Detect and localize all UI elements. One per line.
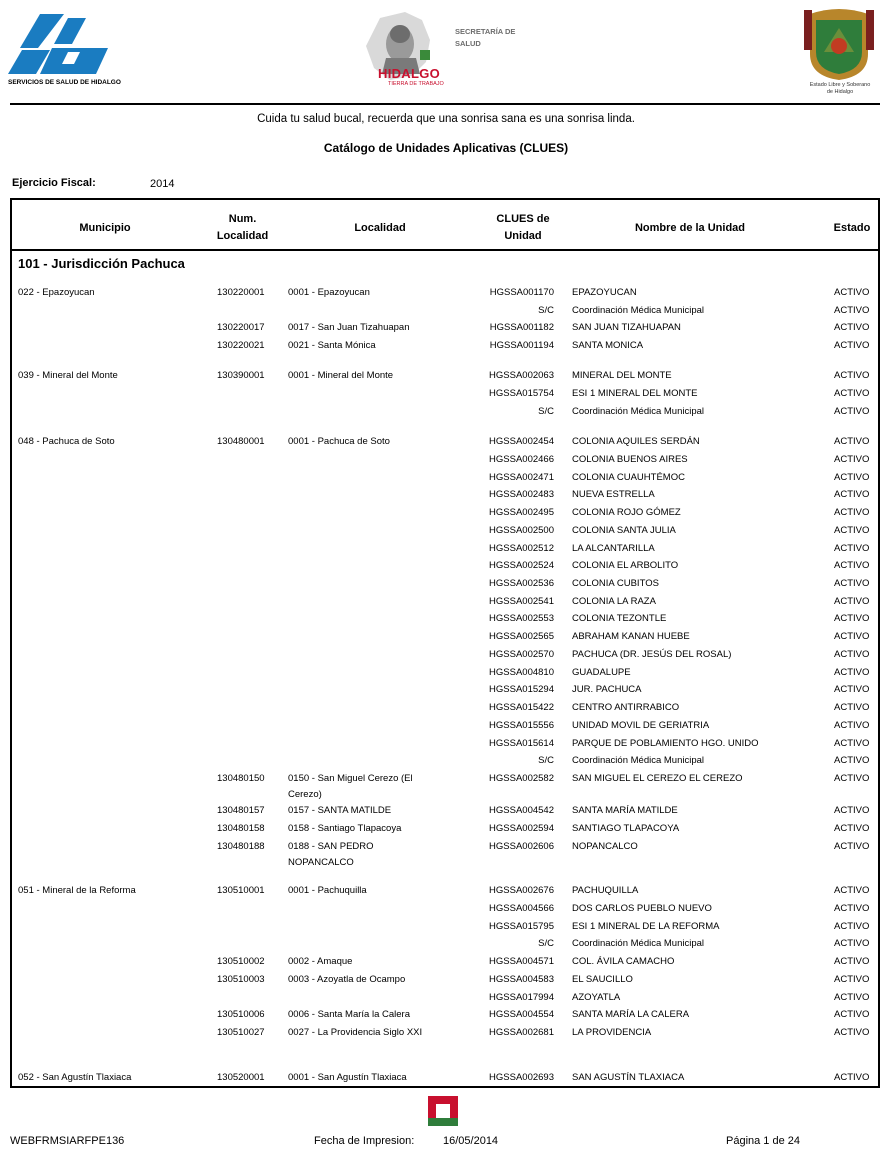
col-header-nombre: Nombre de la Unidad bbox=[634, 222, 746, 234]
cell-localidad: 0001 - Epazoyucan bbox=[288, 287, 370, 298]
ssh-logo-caption: SERVICIOS DE SALUD DE HIDALGO bbox=[8, 79, 121, 86]
cell-estado: ACTIVO bbox=[834, 885, 870, 896]
jurisdiccion-heading: 101 - Jurisdicción Pachuca bbox=[18, 256, 185, 271]
slogan: Cuida tu salud bucal, recuerda que una sonrisa sana es una sonrisa linda. bbox=[257, 113, 635, 125]
cell-clues: HGSSA002466 bbox=[489, 454, 554, 465]
cell-municipio: 052 - San Agustín Tlaxiaca bbox=[18, 1072, 132, 1083]
cell-localidad: 0150 - San Miguel Cerezo (El Cerezo) bbox=[288, 773, 413, 800]
cell-estado: ACTIVO bbox=[834, 406, 870, 417]
col-header-num-localidad-2: Localidad bbox=[216, 230, 269, 242]
cell-clues: HGSSA004571 bbox=[489, 956, 554, 967]
cell-num-localidad: 130220001 bbox=[217, 287, 265, 298]
cell-localidad: 0003 - Azoyatla de Ocampo bbox=[288, 974, 406, 985]
cell-nombre-unidad: ESI 1 MINERAL DEL MONTE bbox=[572, 388, 698, 399]
cell-estado: ACTIVO bbox=[834, 631, 870, 642]
cell-estado: ACTIVO bbox=[834, 938, 870, 949]
cell-num-localidad: 130390001 bbox=[217, 370, 265, 381]
cell-nombre-unidad: MINERAL DEL MONTE bbox=[572, 370, 672, 381]
col-header-clues bbox=[478, 211, 568, 245]
secretaria-line2: SALUD bbox=[455, 39, 481, 48]
cell-estado: ACTIVO bbox=[834, 525, 870, 536]
cell-clues: HGSSA002681 bbox=[489, 1027, 554, 1038]
cell-estado: ACTIVO bbox=[834, 507, 870, 518]
cell-clues: HGSSA015795 bbox=[489, 921, 554, 932]
cell-nombre-unidad: Coordinación Médica Municipal bbox=[572, 938, 705, 949]
col-header-num-localidad bbox=[200, 211, 285, 245]
cell-num-localidad: 130480150 bbox=[217, 773, 265, 784]
cell-nombre-unidad: UNIDAD MOVIL DE GERIATRIA bbox=[572, 720, 710, 731]
page-title: Catálogo de Unidades Aplicativas (CLUES) bbox=[323, 141, 569, 155]
table-header-divider bbox=[10, 249, 880, 251]
cell-localidad: 0002 - Amaque bbox=[288, 956, 353, 967]
cell-nombre-unidad: COL. ÁVILA CAMACHO bbox=[572, 956, 675, 967]
cell-num-localidad: 130480157 bbox=[217, 805, 265, 816]
cell-nombre-unidad: NUEVA ESTRELLA bbox=[572, 489, 655, 500]
clues-table bbox=[10, 198, 880, 1088]
secretaria-salud-logo bbox=[360, 10, 530, 100]
cell-clues: S/C bbox=[538, 755, 554, 766]
cell-estado: ACTIVO bbox=[834, 560, 870, 571]
cell-nombre-unidad: ESI 1 MINERAL DE LA REFORMA bbox=[572, 921, 720, 932]
cell-clues: HGSSA004542 bbox=[489, 805, 554, 816]
cell-nombre-unidad: SAN JUAN TIZAHUAPAN bbox=[572, 322, 681, 333]
cell-clues: HGSSA002524 bbox=[489, 560, 554, 571]
cell-estado: ACTIVO bbox=[834, 489, 870, 500]
cell-clues: HGSSA015422 bbox=[489, 702, 554, 713]
cell-localidad: 0001 - Pachuquilla bbox=[288, 885, 367, 896]
cell-nombre-unidad: COLONIA CUAUHTÉMOC bbox=[572, 472, 685, 483]
cell-municipio: 048 - Pachuca de Soto bbox=[18, 436, 115, 447]
cell-estado: ACTIVO bbox=[834, 340, 870, 351]
cell-num-localidad: 130510003 bbox=[217, 974, 265, 985]
cell-clues: HGSSA001194 bbox=[489, 340, 554, 351]
cell-clues: HGSSA004810 bbox=[489, 667, 554, 678]
cell-clues: HGSSA017994 bbox=[489, 992, 554, 1003]
cell-nombre-unidad: SANTIAGO TLAPACOYA bbox=[572, 823, 680, 834]
cell-estado: ACTIVO bbox=[834, 613, 870, 624]
cell-clues: HGSSA002063 bbox=[489, 370, 554, 381]
cell-nombre-unidad: ABRAHAM KANAN HUEBE bbox=[572, 631, 690, 642]
cell-nombre-unidad: COLONIA EL ARBOLITO bbox=[572, 560, 679, 571]
cell-estado: ACTIVO bbox=[834, 956, 870, 967]
cell-localidad: 0021 - Santa Mónica bbox=[288, 340, 376, 351]
cell-localidad: 0006 - Santa María la Calera bbox=[288, 1009, 410, 1020]
ejercicio-fiscal-label: Ejercicio Fiscal: bbox=[12, 177, 96, 189]
cell-clues: HGSSA004554 bbox=[489, 1009, 554, 1020]
cell-estado: ACTIVO bbox=[834, 1027, 870, 1038]
cell-clues: HGSSA002536 bbox=[489, 578, 554, 589]
cell-estado: ACTIVO bbox=[834, 454, 870, 465]
cell-clues: HGSSA004566 bbox=[489, 903, 554, 914]
cell-num-localidad: 130510001 bbox=[217, 885, 265, 896]
report-id: WEBFRMSIARFPE136 bbox=[10, 1135, 125, 1147]
cell-nombre-unidad: COLONIA CUBITOS bbox=[572, 578, 659, 589]
cell-localidad: 0001 - Mineral del Monte bbox=[288, 370, 394, 381]
cell-num-localidad: 130520001 bbox=[217, 1072, 265, 1083]
cell-num-localidad: 130480001 bbox=[217, 436, 265, 447]
cell-localidad: 0001 - Pachuca de Soto bbox=[288, 436, 390, 447]
cell-nombre-unidad: SANTA MARÍA LA CALERA bbox=[572, 1009, 690, 1020]
secretaria-line1: SECRETARÍA DE bbox=[455, 27, 516, 36]
cell-estado: ACTIVO bbox=[834, 287, 870, 298]
cell-nombre-unidad: Coordinación Médica Municipal bbox=[572, 305, 705, 316]
coat-of-arms-icon bbox=[800, 6, 878, 82]
cell-estado: ACTIVO bbox=[834, 305, 870, 316]
cell-clues: HGSSA002676 bbox=[489, 885, 554, 896]
cell-estado: ACTIVO bbox=[834, 388, 870, 399]
cell-clues: HGSSA002512 bbox=[489, 543, 554, 554]
cell-clues: HGSSA002570 bbox=[489, 649, 554, 660]
cell-clues: HGSSA002565 bbox=[489, 631, 554, 642]
cell-clues: HGSSA015556 bbox=[489, 720, 554, 731]
cell-clues: HGSSA001182 bbox=[489, 322, 554, 333]
cell-clues: HGSSA015754 bbox=[489, 388, 554, 399]
cell-estado: ACTIVO bbox=[834, 738, 870, 749]
cell-nombre-unidad: GUADALUPE bbox=[572, 667, 631, 678]
fecha-impresion-label: Fecha de Impresion: bbox=[314, 1135, 415, 1147]
estado-line1: Estado Libre y Soberano bbox=[809, 82, 871, 88]
cell-estado: ACTIVO bbox=[834, 921, 870, 932]
cell-clues: HGSSA002553 bbox=[489, 613, 554, 624]
cell-estado: ACTIVO bbox=[834, 823, 870, 834]
cell-municipio: 039 - Mineral del Monte bbox=[18, 370, 118, 381]
col-header-clues-2: Unidad bbox=[504, 230, 542, 242]
col-header-municipio: Municipio bbox=[79, 222, 131, 234]
col-header-num-localidad-1: Num. bbox=[228, 213, 257, 225]
cell-nombre-unidad: COLONIA SANTA JULIA bbox=[572, 525, 676, 536]
cell-estado: ACTIVO bbox=[834, 1009, 870, 1020]
col-header-localidad: Localidad bbox=[354, 222, 406, 234]
cell-estado: ACTIVO bbox=[834, 578, 870, 589]
cell-nombre-unidad: SAN AGUSTÍN TLAXIACA bbox=[572, 1072, 685, 1083]
cell-nombre-unidad: DOS CARLOS PUEBLO NUEVO bbox=[572, 903, 712, 914]
cell-clues: HGSSA002606 bbox=[489, 841, 554, 852]
cell-estado: ACTIVO bbox=[834, 841, 870, 852]
cell-localidad: 0157 - SANTA MATILDE bbox=[288, 805, 392, 816]
cell-localidad: 0027 - La Providencia Siglo XXI bbox=[288, 1027, 423, 1038]
cell-estado: ACTIVO bbox=[834, 322, 870, 333]
cell-municipio: 051 - Mineral de la Reforma bbox=[18, 885, 136, 896]
cell-localidad: 0001 - San Agustín Tlaxiaca bbox=[288, 1072, 407, 1083]
cell-estado: ACTIVO bbox=[834, 992, 870, 1003]
col-header-estado: Estado bbox=[833, 222, 871, 234]
cell-localidad: 0017 - San Juan Tizahuapan bbox=[288, 322, 410, 333]
cell-num-localidad: 130220017 bbox=[217, 322, 265, 333]
cell-num-localidad: 130510006 bbox=[217, 1009, 265, 1020]
estado-hidalgo-shield bbox=[800, 6, 878, 118]
cell-estado: ACTIVO bbox=[834, 667, 870, 678]
cell-estado: ACTIVO bbox=[834, 720, 870, 731]
cell-nombre-unidad: Coordinación Médica Municipal bbox=[572, 406, 705, 417]
cell-clues: HGSSA002495 bbox=[489, 507, 554, 518]
cell-nombre-unidad: CENTRO ANTIRRABICO bbox=[572, 702, 680, 713]
cell-clues: HGSSA002500 bbox=[489, 525, 554, 536]
cell-estado: ACTIVO bbox=[834, 649, 870, 660]
cell-clues: HGSSA001170 bbox=[489, 287, 554, 298]
cell-estado: ACTIVO bbox=[834, 974, 870, 985]
cell-clues: S/C bbox=[538, 938, 554, 949]
cell-nombre-unidad: NOPANCALCO bbox=[572, 841, 638, 852]
cell-clues: HGSSA002582 bbox=[489, 773, 554, 784]
cell-clues: HGSSA015614 bbox=[489, 738, 554, 749]
cell-num-localidad: 130480158 bbox=[217, 823, 265, 834]
cell-estado: ACTIVO bbox=[834, 903, 870, 914]
cell-nombre-unidad: COLONIA ROJO GÓMEZ bbox=[572, 507, 681, 518]
cell-estado: ACTIVO bbox=[834, 472, 870, 483]
cell-estado: ACTIVO bbox=[834, 596, 870, 607]
cell-clues: HGSSA002594 bbox=[489, 823, 554, 834]
cell-nombre-unidad: EL SAUCILLO bbox=[572, 974, 633, 985]
cell-num-localidad: 130510027 bbox=[217, 1027, 265, 1038]
cell-nombre-unidad: COLONIA TEZONTLE bbox=[572, 613, 667, 624]
cell-estado: ACTIVO bbox=[834, 684, 870, 695]
cell-estado: ACTIVO bbox=[834, 805, 870, 816]
cell-nombre-unidad: SANTA MARÍA MATILDE bbox=[572, 805, 678, 816]
fecha-impresion-value: 16/05/2014 bbox=[443, 1135, 499, 1147]
cell-nombre-unidad: LA PROVIDENCIA bbox=[572, 1027, 652, 1038]
cell-num-localidad: 130220021 bbox=[217, 340, 265, 351]
page-number: Página 1 de 24 bbox=[726, 1135, 801, 1147]
cell-nombre-unidad: COLONIA BUENOS AIRES bbox=[572, 454, 688, 465]
footer-emblem-icon bbox=[428, 1096, 458, 1126]
cell-clues: HGSSA002541 bbox=[489, 596, 554, 607]
cell-nombre-unidad: COLONIA LA RAZA bbox=[572, 596, 656, 607]
hidalgo-motto: TIERRA DE TRABAJO bbox=[388, 81, 444, 87]
hidalgo-brand: HIDALGO bbox=[378, 66, 441, 81]
cell-nombre-unidad: EPAZOYUCAN bbox=[572, 287, 637, 298]
cell-nombre-unidad: COLONIA AQUILES SERDÁN bbox=[572, 436, 700, 447]
cell-clues: HGSSA015294 bbox=[489, 684, 554, 695]
ejercicio-fiscal-value: 2014 bbox=[150, 178, 175, 190]
ssh-logo bbox=[8, 14, 126, 94]
cell-clues: HGSSA002693 bbox=[489, 1072, 554, 1083]
cell-localidad: 0158 - Santiago Tlapacoya bbox=[288, 823, 402, 834]
cell-nombre-unidad: SANTA MONICA bbox=[572, 340, 644, 351]
cell-nombre-unidad: LA ALCANTARILLA bbox=[572, 543, 655, 554]
cell-clues: HGSSA004583 bbox=[489, 974, 554, 985]
cell-nombre-unidad: AZOYATLA bbox=[572, 992, 621, 1003]
cell-localidad: 0188 - SAN PEDRO NOPANCALCO bbox=[288, 841, 374, 868]
cell-estado: ACTIVO bbox=[834, 773, 870, 784]
cell-estado: ACTIVO bbox=[834, 436, 870, 447]
estado-line2: de Hidalgo bbox=[826, 89, 854, 95]
cell-clues: S/C bbox=[538, 406, 554, 417]
cell-estado: ACTIVO bbox=[834, 543, 870, 554]
cell-nombre-unidad: Coordinación Médica Municipal bbox=[572, 755, 705, 766]
cell-num-localidad: 130480188 bbox=[217, 841, 265, 852]
ssh-logo-mark bbox=[8, 14, 108, 78]
cell-clues: HGSSA002483 bbox=[489, 489, 554, 500]
cell-clues: HGSSA002454 bbox=[489, 436, 554, 447]
col-header-clues-1: CLUES de bbox=[496, 213, 550, 225]
header-divider bbox=[10, 103, 880, 105]
cell-num-localidad: 130510002 bbox=[217, 956, 265, 967]
cell-estado: ACTIVO bbox=[834, 370, 870, 381]
cell-clues: HGSSA002471 bbox=[489, 472, 554, 483]
cell-estado: ACTIVO bbox=[834, 755, 870, 766]
cell-nombre-unidad: PARQUE DE POBLAMIENTO HGO. UNIDO bbox=[572, 738, 759, 749]
cell-nombre-unidad: PACHUCA (DR. JESÚS DEL ROSAL) bbox=[572, 649, 732, 660]
cell-estado: ACTIVO bbox=[834, 1072, 870, 1083]
cell-clues: S/C bbox=[538, 305, 554, 316]
cell-nombre-unidad: SAN MIGUEL EL CEREZO EL CEREZO bbox=[572, 773, 743, 784]
cell-municipio: 022 - Epazoyucan bbox=[18, 287, 95, 298]
cell-nombre-unidad: PACHUQUILLA bbox=[572, 885, 639, 896]
cell-estado: ACTIVO bbox=[834, 702, 870, 713]
cell-nombre-unidad: JUR. PACHUCA bbox=[572, 684, 642, 695]
